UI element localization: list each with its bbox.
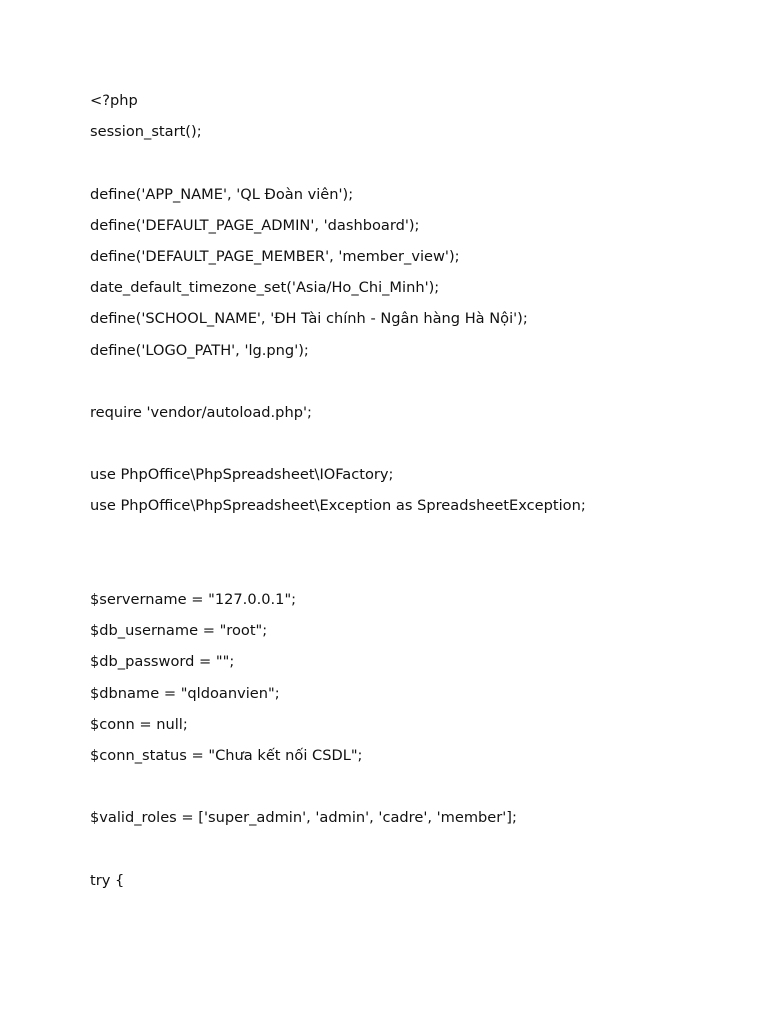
- code-line: define('APP_NAME', 'QL Đoàn viên');: [90, 185, 354, 203]
- code-line: $servername = "127.0.0.1";: [90, 591, 297, 608]
- code-line: define('DEFAULT_PAGE_MEMBER', 'member_view');: [90, 247, 460, 265]
- code-line: require 'vendor/autoload.php';: [90, 403, 312, 421]
- code-line: session_start();: [90, 123, 202, 141]
- code-line: [90, 774, 730, 805]
- code-line: [90, 525, 730, 556]
- document-page: [90, 88, 730, 899]
- code-line: $valid_roles = ['super_admin', 'admin', 'cadre', 'member'];: [90, 809, 517, 827]
- code-line: [90, 150, 730, 181]
- code-line: $conn = null;: [90, 715, 188, 733]
- code-line: date_default_timezone_set('Asia/Ho_Chi_Minh');: [90, 279, 440, 297]
- code-line: use PhpOffice\PhpSpreadsheet\Exception as SpreadsheetException;: [90, 497, 586, 515]
- code-line: define('DEFAULT_PAGE_ADMIN', 'dashboard');: [90, 216, 420, 234]
- code-line: $db_password = "";: [90, 653, 235, 671]
- code-line: [90, 431, 730, 462]
- code-line: [90, 837, 730, 868]
- code-line: [90, 369, 730, 400]
- code-line: $dbname = "qldoanvien";: [90, 684, 280, 702]
- code-line: $db_username = "root";: [90, 622, 268, 640]
- code-line: [90, 556, 730, 587]
- code-line: try {: [90, 871, 125, 889]
- code-line: <?php: [90, 92, 138, 109]
- code-line: use PhpOffice\PhpSpreadsheet\IOFactory;: [90, 466, 394, 484]
- code-line: define('LOGO_PATH', 'lg.png');: [90, 341, 309, 359]
- code-line: $conn_status = "Chưa kết nối CSDL";: [90, 746, 363, 764]
- code-line: define('SCHOOL_NAME', 'ĐH Tài chính - Ngân hàng Hà Nội');: [90, 310, 528, 328]
